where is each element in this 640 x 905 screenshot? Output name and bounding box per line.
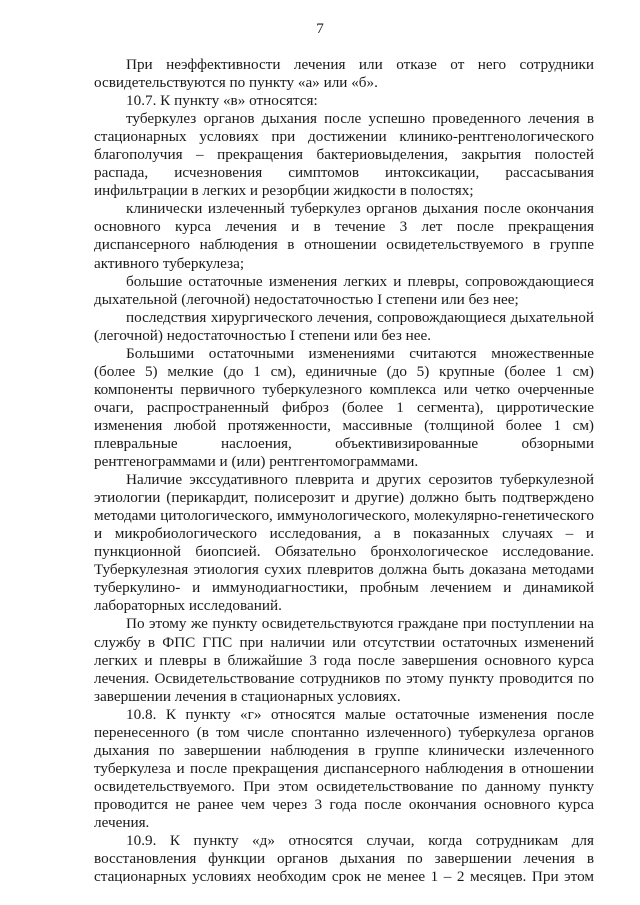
- paragraph-2-clause-10-7: 10.7. К пункту «в» относятся:: [126, 92, 318, 110]
- paragraph-3: туберкулез органов дыхания после успешно проведенного лечения в стационарных условиях при достижении клинико-рентгенологического благополучия – прекращения бактериовыделения, закрытия полостей распада, исчезновения симптомов интоксикации, рассасывания инфильтрации в легких и резорбции жидкости в полостях;: [94, 110, 594, 200]
- paragraph-7: Большими остаточными изменениями считаются множественные (более 5) мелкие (до 1 см), единичные (до 5) крупные (более 1 см) компоненты первичного туберкулезного комплекса или четко очерченные очаги, распространенный фиброз (более 1 сегмента), цирротические изменения любой протяженности, массивные (толщиной более 1 см) плевральные наслоения, объективизированные обзорными рентгенограммами и (или) рентгентомограммами.: [94, 344, 594, 471]
- paragraph-5: большие остаточные изменения легких и плевры, сопровождающиеся дыхательной (легочной) недостаточностью I степени или без нее;: [94, 272, 594, 308]
- paragraph-8: Наличие экссудативного плеврита и других серозитов туберкулезной этиологии (перикардит, полисерозит и другие) должно быть подтверждено методами цитологического, иммунологического, молекулярно-генетического и микробиологического исследования, а в показанных случаях – и пункционной биопсией. Обязательно бронхологическое исследование. Туберкулезная этиология сухих плевритов должна быть доказана методами туберкулино- и иммунодиагностики, пробным лечением и динамикой лабораторных исследований.: [94, 471, 594, 615]
- document-body: [94, 56, 594, 886]
- page-number: 7: [316, 20, 324, 37]
- paragraph-1: При неэффективности лечения или отказе от него сотрудники освидетельствуются по пункту «а» или «б».: [94, 56, 594, 92]
- paragraph-10-clause-10-8: 10.8. К пункту «г» относятся малые остаточные изменения после перенесенного (в том числе спонтанно излеченного) туберкулеза органов дыхания по завершении наблюдения в группе клинически излеченного туберкулеза и после прекращения диспансерного наблюдения в отношении освидетельствуемого. При этом освидетельствование по данному пункту проводится не ранее чем через 3 года после окончания основного курса лечения.: [94, 705, 594, 831]
- paragraph-6: последствия хирургического лечения, сопровождающиеся дыхательной (легочной) недостаточностью I степени или без нее.: [94, 308, 594, 344]
- paragraph-4: клинически излеченный туберкулез органов дыхания после окончания основного курса лечения и в течение 3 лет после прекращения диспансерного наблюдения в отношении освидетельствуемого в группе активного туберкулеза;: [94, 200, 594, 272]
- paragraph-11-clause-10-9: 10.9. К пункту «д» относятся случаи, когда сотрудникам для восстановления функции органов дыхания по завершении лечения в стационарных условиях необходим срок не менее 1 – 2 месяцев. При этом: [94, 832, 594, 886]
- paragraph-9: По этому же пункту освидетельствуются граждане при поступлении на службу в ФПС ГПС при наличии или отсутствии остаточных изменений легких и плевры в ближайшие 3 года после завершения основного курса лечения. Освидетельствование сотрудников по этому пункту проводится по завершении лечения в стационарных условиях.: [94, 615, 594, 705]
